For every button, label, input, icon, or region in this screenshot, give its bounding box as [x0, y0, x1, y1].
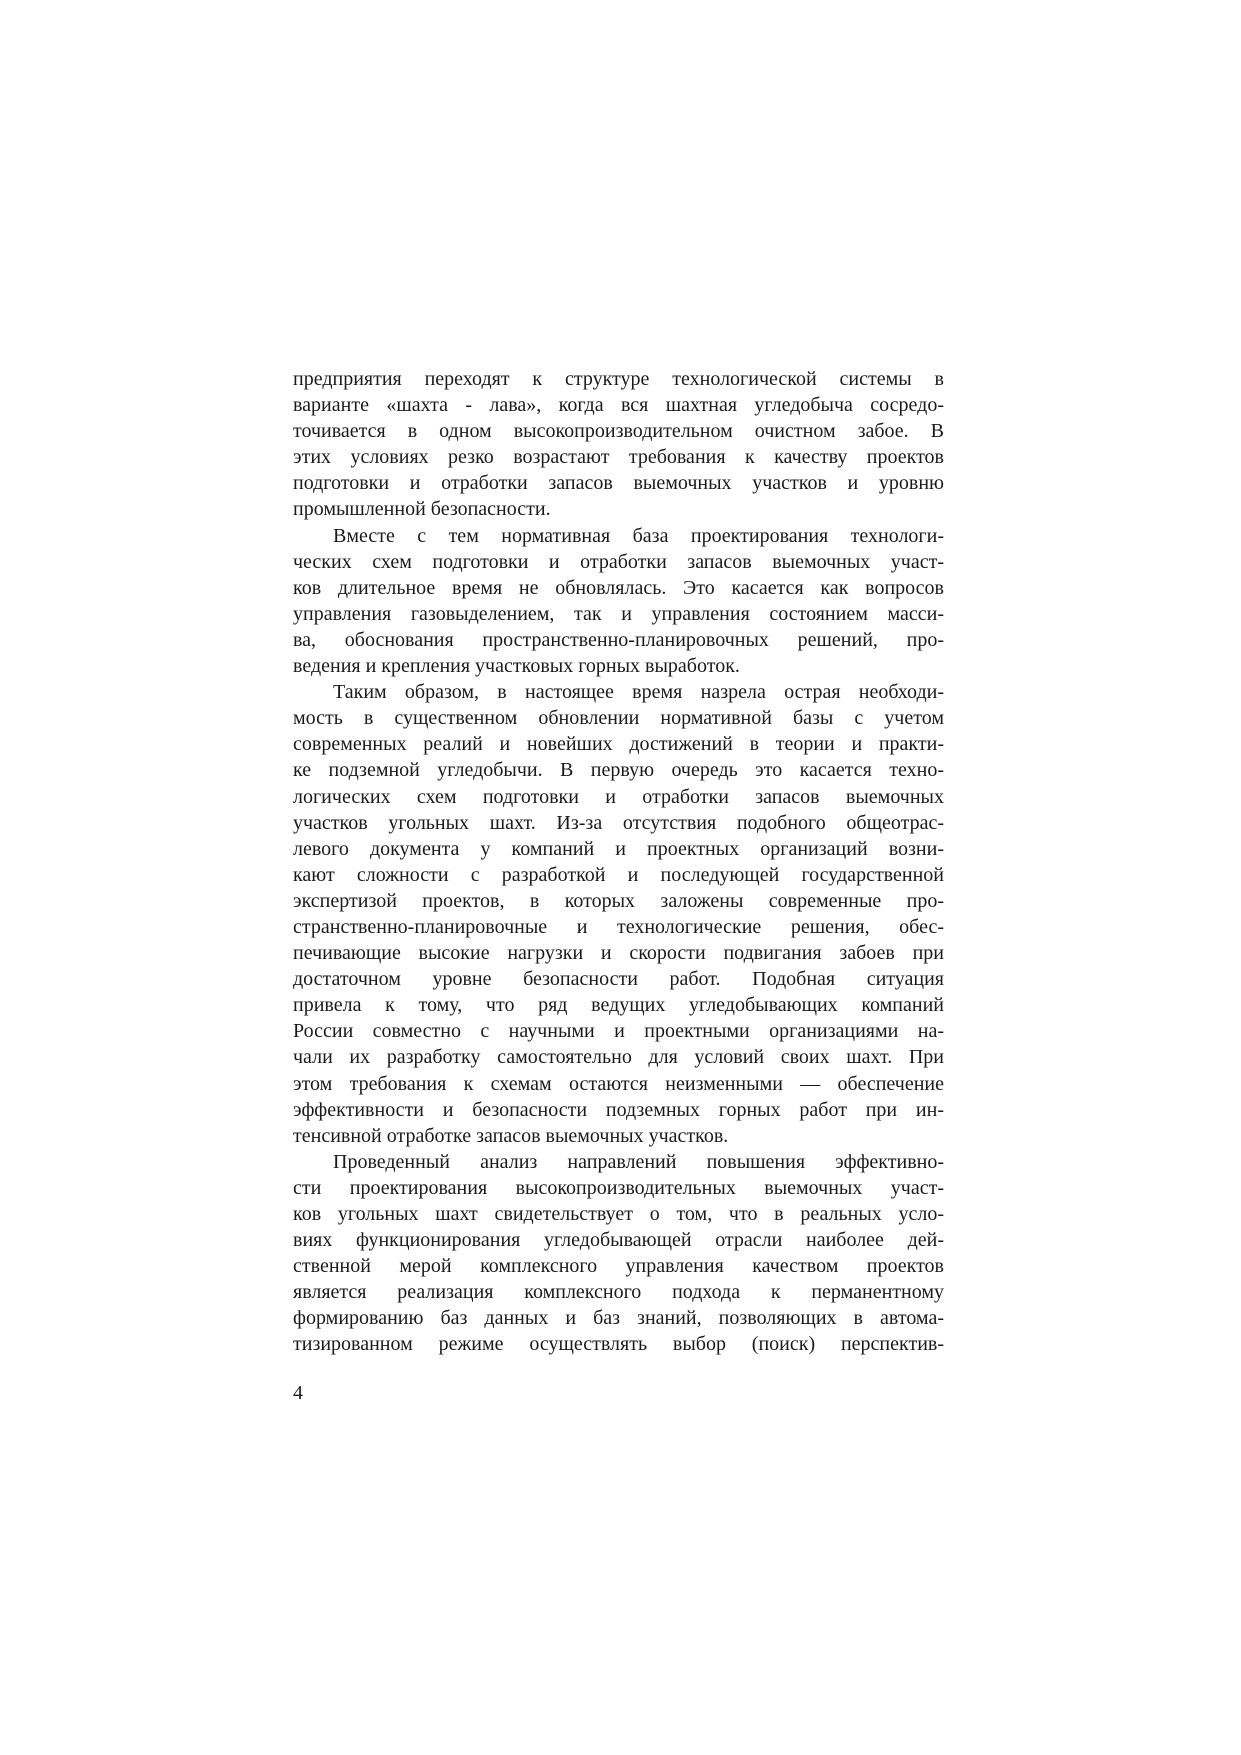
paragraph [293, 679, 944, 1149]
text-line: варианте «шахта - лава», когда вся шахтная угледобыча сосредо- [293, 394, 944, 417]
text-line: мость в существенном обновлении нормативной базы с учетом [293, 707, 944, 730]
paragraph [293, 1149, 944, 1358]
text-line: управления газовыделением, так и управления состоянием масси- [293, 602, 944, 625]
text-line: этих условиях резко возрастают требования к качеству проектов [293, 446, 944, 469]
text-line: привела к тому, что ряд ведущих угледобывающих компаний [293, 994, 944, 1017]
text-line: эффективности и безопасности подземных горных работ при ин- [293, 1098, 944, 1121]
text-line: тизированном режиме осуществлять выбор (поиск) перспектив- [293, 1333, 944, 1356]
text-line: странственно-планировочные и технологические решения, обес- [293, 915, 944, 938]
text-line: чали их разработку самостоятельно для условий своих шахт. При [293, 1046, 944, 1069]
text-line: Вместе с тем нормативная база проектирования технологи- [333, 524, 944, 547]
page-number: 4 [293, 1382, 303, 1404]
text-line: Проведенный анализ направлений повышения эффективно- [333, 1150, 944, 1173]
text-line: логических схем подготовки и отработки запасов выемочных [293, 785, 944, 808]
text-line: России совместно с научными и проектными организациями на- [293, 1020, 944, 1043]
text-line: ва, обоснования пространственно-планировочных решений, про- [293, 628, 944, 651]
text-line: тенсивной отработке запасов выемочных участков. [293, 1124, 729, 1147]
text-line: ческих схем подготовки и отработки запасов выемочных участ- [293, 550, 944, 573]
text-line: предприятия переходят к структуре технологической системы в [293, 368, 944, 390]
text-line: точивается в одном высокопроизводительном очистном забое. В [293, 420, 944, 443]
text-line: Таким образом, в настоящее время назрела острая необходи- [333, 681, 944, 704]
text-line: участков угольных шахт. Из-за отсутствия подобного общеотрас- [293, 811, 944, 834]
text-line: ведения и крепления участковых горных выработок. [293, 655, 740, 678]
text-line: является реализация комплексного подхода к перманентному [293, 1281, 944, 1304]
text-line: ственной мерой комплексного управления качеством проектов [293, 1255, 944, 1278]
text-line: экспертизой проектов, в которых заложены современные про- [293, 889, 944, 912]
text-line: ке подземной угледобычи. В первую очередь это касается техно- [293, 759, 944, 782]
text-line: сти проектирования высокопроизводительных выемочных участ- [293, 1176, 944, 1199]
text-line: формированию баз данных и баз знаний, позволяющих в автома- [293, 1307, 944, 1330]
text-line: виях функционирования угледобывающей отрасли наиболее дей- [293, 1229, 944, 1252]
text-line: ков длительное время не обновлялась. Это касается как вопросов [293, 576, 944, 599]
text-line: этом требования к схемам остаются неизменными — обеспечение [293, 1072, 944, 1095]
text-line: достаточном уровне безопасности работ. Подобная ситуация [293, 968, 944, 991]
text-line: печивающие высокие нагрузки и скорости подвигания забоев при [293, 942, 944, 965]
page-body-text [293, 366, 944, 1358]
text-line: кают сложности с разработкой и последующей государственной [293, 863, 944, 886]
text-line: ков угольных шахт свидетельствует о том, что в реальных усло- [293, 1203, 944, 1225]
text-line: промышленной безопасности. [293, 498, 551, 521]
text-line: левого документа у компаний и проектных организаций возни- [293, 837, 944, 860]
text-line: подготовки и отработки запасов выемочных участков и уровню [293, 472, 944, 495]
paragraph [293, 366, 944, 523]
text-line: современных реалий и новейших достижений в теории и практи- [293, 733, 944, 756]
paragraph [293, 523, 944, 680]
